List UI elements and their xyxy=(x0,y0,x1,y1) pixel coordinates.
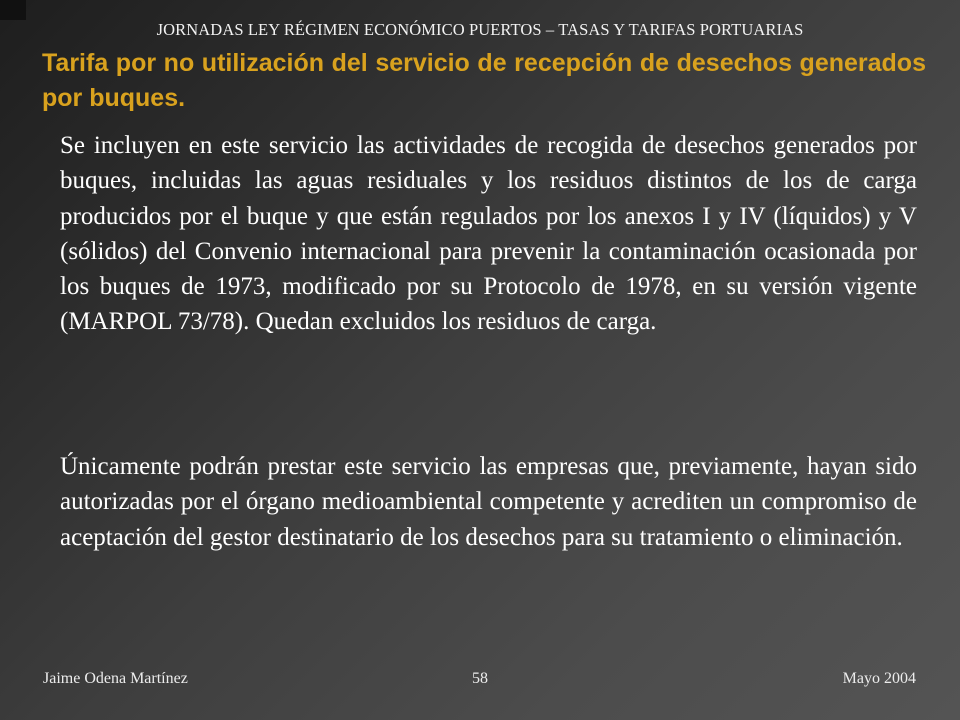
slide-title: Tarifa por no utilización del servicio de recepción de desechos generados por buques. xyxy=(42,49,926,112)
header-event-title: JORNADAS LEY RÉGIMEN ECONÓMICO PUERTOS – TASAS Y TARIFAS PORTUARIAS xyxy=(156,20,804,39)
body-paragraph-2: Únicamente podrán prestar este servicio las empresas que, previamente, hayan sido autorizadas por el órgano medioambiental competente y acrediten un compromiso de aceptación del gestor destinatario de los desechos para su tratamiento o eliminación. xyxy=(60,453,917,551)
footer-date: Mayo 2004 xyxy=(842,670,916,687)
body-paragraph-1: Se incluyen en este servicio las actividades de recogida de desechos generados por buques, incluidas las aguas residuales y los residuos distintos de los de carga producidos por el buque y que están regulados por los anexos I y IV (líquidos) y V (sólidos) del Convenio internacional para prevenir la contaminación ocasionada por los buques de 1973, modificado por su Protocolo de 1978, en su versión vigente (MARPOL 73/78). Quedan excluidos los residuos de carga. xyxy=(60,132,917,336)
corner-mark xyxy=(0,0,26,20)
footer-author: Jaime Odena Martínez xyxy=(43,670,188,687)
footer-page-number: 58 xyxy=(472,670,488,687)
